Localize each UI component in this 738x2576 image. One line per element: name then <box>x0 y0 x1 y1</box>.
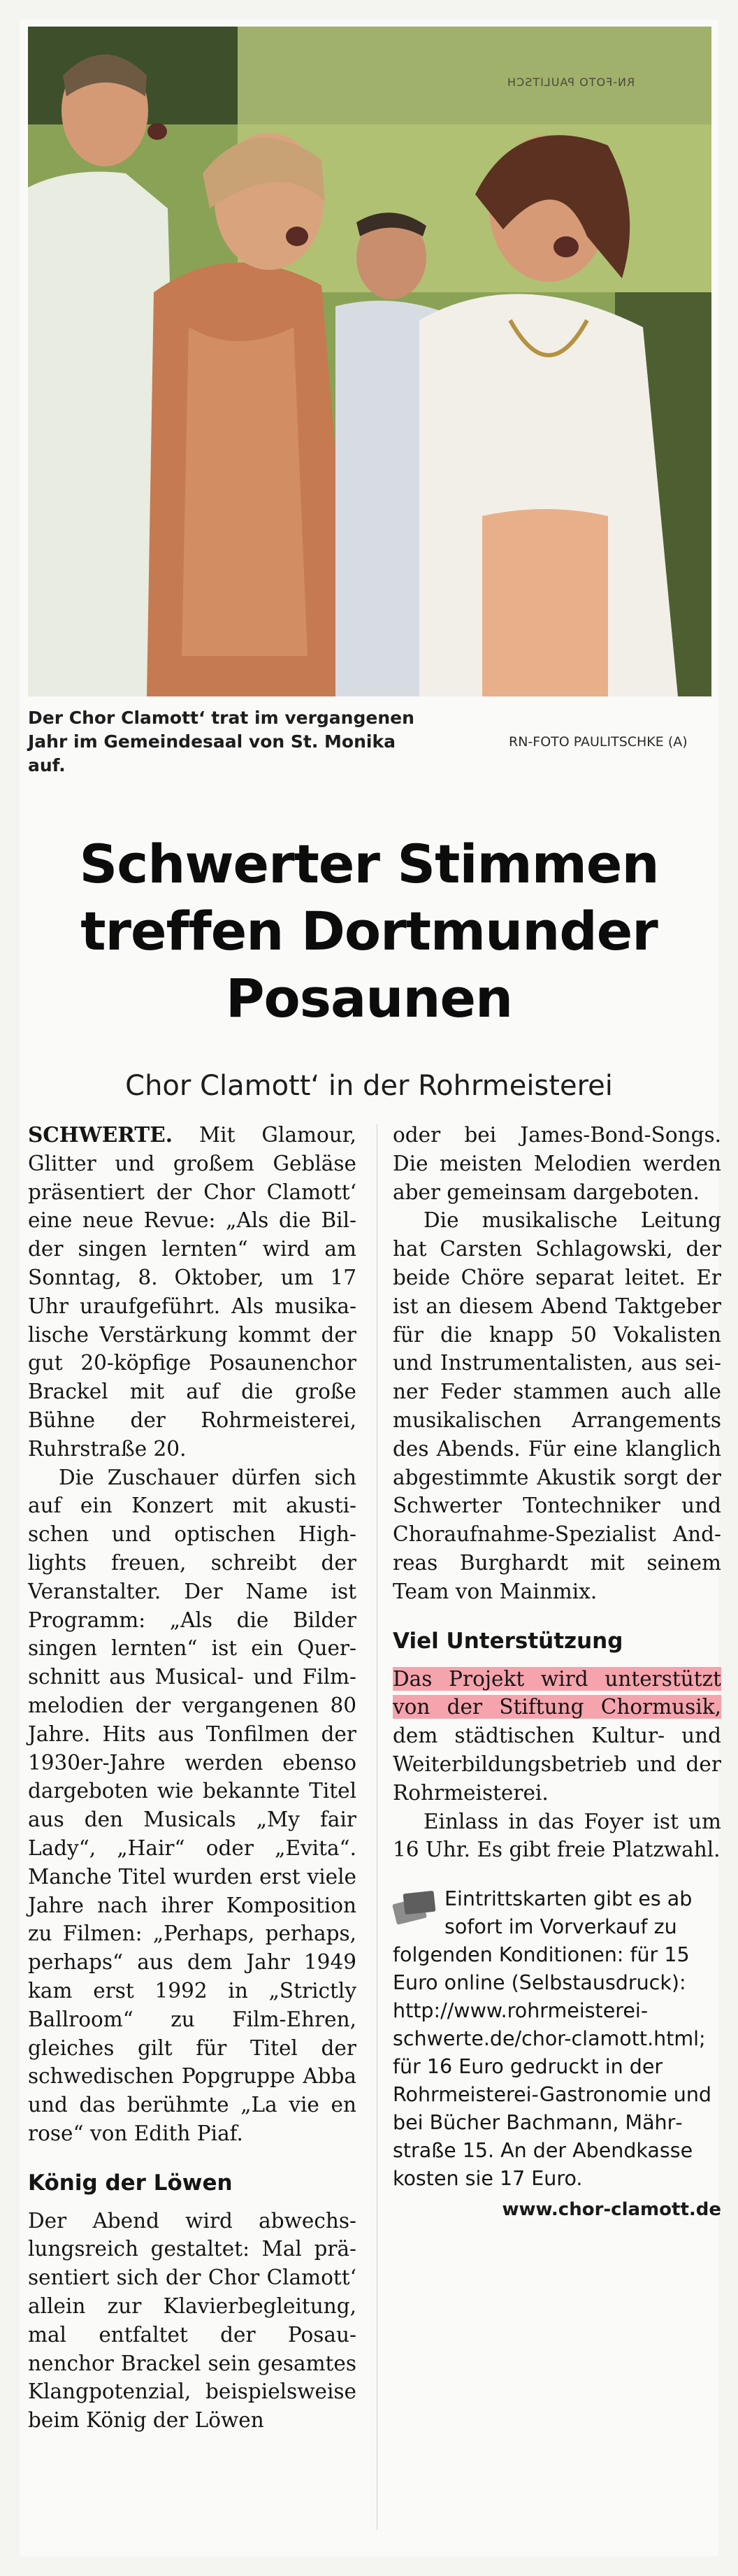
article-photo <box>28 27 711 696</box>
dateline: SCHWERTE. <box>28 1122 173 1147</box>
paragraph-4: oder bei James-Bond-Songs. Die meisten Melodien werden aber gemeinsam dargeboten. <box>393 1123 721 1204</box>
paragraph-1 <box>28 1121 356 1464</box>
headline-line-3: Posaunen <box>225 967 513 1029</box>
mirrored-photo-credit: RN-FOTO PAULITSCH <box>506 76 635 89</box>
paragraph-7: Einlass in das Foyer ist um 16 Uhr. Es gibt freie Platzwahl. <box>393 1809 721 1862</box>
paragraph-5: Die musikalische Leitung hat Carsten Schlagowski, der beide Chöre separat leitet. Er ist an diesem Abend Taktgeber für die knapp 50 Vokalisten und Instrumentalisten, aus seiner Feder stammen auch alle musikalischen Arrangements des Abends. Für eine klanglich abgestimmte Akustik sorgt der Schwerter Tontechniker und Choraufnahme-Spezialist Andreas Burghardt mit seinem Team von Mainmix. <box>393 1208 721 1603</box>
photo-caption: Der Chor Clamott‘ trat im vergangenen Jahr im Gemeindesaal von St. Monika auf. <box>28 708 414 775</box>
highlighted-text: Das Projekt wird unterstützt von der Stiftung Chormusik, <box>393 1666 721 1719</box>
right-column <box>393 1121 721 2224</box>
website-link[interactable]: www.chor-clamott.de <box>502 2199 721 2221</box>
ticket-icon <box>393 1888 437 1927</box>
newspaper-clipping <box>20 20 721 2556</box>
article-headline <box>20 831 718 1032</box>
paragraph-2: Die Zuschauer dürfen sich auf ein Konzert mit akustischen und optischen Highlights freuen, schreibt der Veranstalter. Der Name ist Programm: „Als die Bilder singen lernten“ ist ein Querschnitt aus Musical- und Filmmelodien der vergangenen 80 Jahre. Hits aus Tonfilmen der 1930er-Jahre werden ebenso dargeboten wie bekannte Titel aus den Musicals „My fair Lady“, „Hair“ oder „Evita“. Manche Titel wurden erst viele Jahre nach ihrer Komposition zu Filmen: „Perhaps, perhaps, perhaps“ aus dem Jahr 1949 kam erst 1992 in „Strictly Ballroom“ zu Film-Ehren, gleiches gilt für Titel der schwedischen Popgruppe Abba und das berühmte „La vie en rose“ von Edith Piaf. <box>28 1465 356 2145</box>
headline-line-2: treffen Dortmunder <box>80 900 658 962</box>
left-column <box>28 1121 356 2435</box>
ticket-info-text: Eintrittskarten gibt es ab sofort im Vorverkauf zu folgenden Konditionen: für 15 Euro online (Selbstausdruck): http://www.rohrmeistereischwerte.de/chor-clamott.html; für 16 Euro gedruckt in der Rohrmeisterei-Gastronomie und bei Bücher Bachmann, Mährstraße 15. An der Abendkasse kosten sie 17 Euro. <box>393 1887 711 2191</box>
choir-photo-illustration <box>28 27 711 696</box>
paragraph-6 <box>393 1665 721 1808</box>
ticket-info-box <box>393 1885 721 2193</box>
section-heading-viel-unterstuetzung: Viel Unterstützung <box>393 1628 623 1654</box>
article-subheadline: Chor Clamott‘ in der Rohrmeisterei <box>125 1070 613 1102</box>
paragraph-6-rest: dem städtischen Kultur- und Weiterbildungsbetrieb und der Rohrmeisterei. <box>393 1724 721 1805</box>
paragraph-1-text: Mit Glamour, Glitter und großem Gebläse präsentiert der Chor Clamott‘ eine neue Revue: „Als die Bilder singen lernten“ wird am Sonntag, 8. Oktober, um 17 Uhr uraufgeführt. Als musikalische Verstärkung kommt der gut 20-köpfige Posaunenchor Brackel mit auf die große Bühne der Rohrmeisterei, Ruhrstraße 20. <box>28 1123 356 1461</box>
paragraph-3: Der Abend wird abwechslungsreich gestaltet: Mal präsentiert sich der Chor Clamott‘ allein zur Klavierbegleitung, mal entfaltet der Posaunenchor Brackel sein gesamtes Klangpotenzial, beispielsweise beim König der Löwen <box>28 2208 356 2433</box>
section-heading-koenig-der-loewen: König der Löwen <box>28 2170 233 2196</box>
photo-credit: RN-FOTO PAULITSCHKE (A) <box>509 734 688 750</box>
headline-line-1: Schwerter Stimmen <box>79 833 659 895</box>
